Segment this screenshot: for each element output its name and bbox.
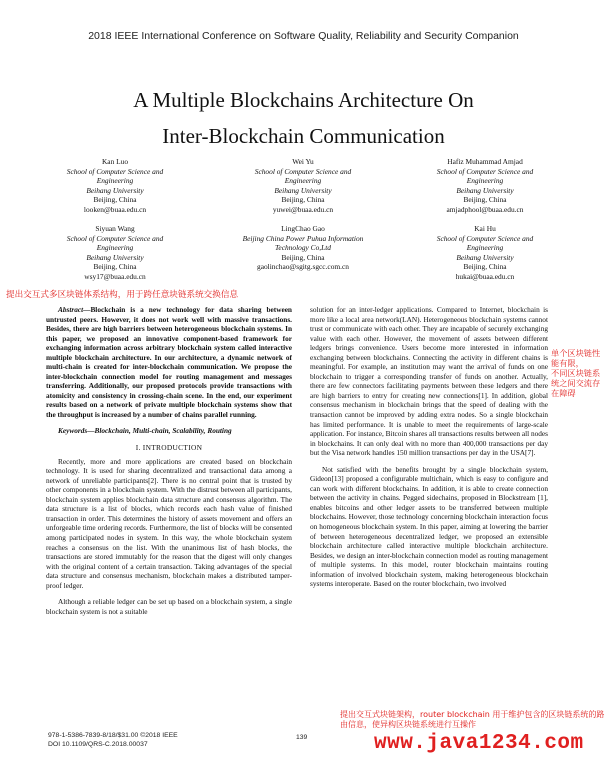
author-name: LingChao Gao bbox=[281, 224, 325, 233]
paper-title-line-1: A Multiple Blockchains Architecture On bbox=[133, 88, 474, 112]
right-column bbox=[310, 305, 548, 589]
author-name: Kai Hu bbox=[474, 224, 496, 233]
author-city: Beijing, China bbox=[463, 262, 507, 272]
footer-left bbox=[48, 732, 178, 749]
page-number: 139 bbox=[296, 734, 308, 741]
author-name: Wei Yu bbox=[292, 157, 314, 166]
body-paragraph: Although a reliable ledger can be set up based on a blockchain system, a single blockchain system is not a suitable bbox=[46, 597, 292, 616]
author-email: amjadphool@buaa.edu.cn bbox=[446, 204, 524, 214]
body-paragraph: Recently, more and more applications are created based on blockchain technology. It is used for sharing decentralized and transactional data among a network of unreliable participants[2]. There is no central point that is trusted by other components in a blockchain system. With the distrust between all participants, blockchain system applies blockchain data structure and consensus algorithm. The data structure is a list of blocks, which records each hash value of finished transaction in order. This determines the history of assets movement and offers an unforgeable time ordering records. Furthermore, the list of blocks will be consented among participated nodes in system. In this way, the whole blockchain system reaches a consensus on the list. With the unanimous list of hash blocks, the transactions are stored immutably for the reason that the digest will only changes with the original content of a certain transaction. Taking advantages of the special data structure and consensus mechanism, blockchain makes a distributed tamper-proof ledger. bbox=[46, 456, 292, 590]
author-city: Beijing, China bbox=[93, 262, 137, 272]
watermark: www.java1234.com bbox=[374, 732, 584, 755]
abstract-text: —Blockchain is a new technology for data sharing between untrusted peers. However, it does not work well with massive transactions. Besides, there are high barriers between heterogeneous blockchain systems. In this paper, we proposed an innovative component-based framework for exchanging information across arbitrary blockchain system called interactive multiple blockchain architecture. In our architecture, a dynamic network of multi-chain is created for inter-blockchain communication. We propose the inter-blockchain connection model for routing management and messages transferring. Additionally, our proposed protocols provide transactions with atomicity and consistency in crossing-chain scene. In the end, our experiment results based on a network of private multiple blockchain systems show that the throughput is increased by a number of chains parallel running. bbox=[46, 305, 292, 420]
author-email: yuwei@buaa.edu.cn bbox=[272, 204, 334, 214]
author-affiliation: Beihang University bbox=[86, 185, 144, 195]
author-affiliation: School of Computer Science and bbox=[66, 233, 164, 243]
author-name: Kan Luo bbox=[101, 157, 129, 166]
author-email: looken@buaa.edu.cn bbox=[83, 204, 147, 214]
author-affiliation: Engineering bbox=[284, 176, 322, 186]
author-block bbox=[410, 224, 560, 282]
author-affiliation: Engineering bbox=[466, 243, 504, 253]
author-email: gaolinchao@sgitg.sgcc.com.cn bbox=[257, 262, 349, 272]
footer-doi: DOI 10.1109/QRS-C.2018.00037 bbox=[48, 740, 148, 748]
author-affiliation: School of Computer Science and bbox=[66, 166, 164, 176]
section-heading: I. INTRODUCTION bbox=[135, 443, 203, 453]
paper-title-line-2: Inter-Blockchain Communication bbox=[162, 124, 445, 148]
author-block bbox=[40, 224, 190, 282]
author-affiliation: Beihang University bbox=[456, 252, 514, 262]
author-affiliation: Engineering bbox=[96, 176, 134, 186]
author-name: Hafiz Muhammad Amjad bbox=[447, 157, 523, 166]
author-name: Siyuan Wang bbox=[95, 224, 135, 233]
author-block bbox=[40, 157, 190, 215]
author-city: Beijing, China bbox=[281, 195, 325, 205]
abstract-lead: Abstract bbox=[58, 305, 84, 314]
left-column bbox=[46, 305, 292, 616]
footer-isbn: 978-1-5386-7839-8/18/$31.00 ©2018 IEEE bbox=[48, 732, 178, 739]
annotation-note-right-line: 不同区块链系统之间交流存在障碍 bbox=[551, 368, 601, 398]
author-affiliation: Beijing China Power Puhua Information bbox=[242, 233, 364, 243]
author-affiliation: School of Computer Science and bbox=[436, 166, 534, 176]
author-affiliation: School of Computer Science and bbox=[254, 166, 352, 176]
annotation-note-top: 提出交互式多区块链体系结构，用于跨任意块链系统交换信息 bbox=[6, 290, 239, 300]
author-affiliation: Beihang University bbox=[274, 185, 332, 195]
author-affiliation: Beihang University bbox=[456, 185, 514, 195]
author-affiliation: School of Computer Science and bbox=[436, 233, 534, 243]
author-affiliation: Engineering bbox=[466, 176, 504, 186]
author-email: hukai@buaa.edu.cn bbox=[455, 271, 515, 281]
abstract bbox=[46, 305, 292, 420]
author-city: Beijing, China bbox=[463, 195, 507, 205]
author-city: Beijing, China bbox=[281, 252, 325, 262]
author-email: wsy17@buaa.edu.cn bbox=[84, 271, 146, 281]
author-affiliation: Beihang University bbox=[86, 252, 144, 262]
annotation-note-right-line: 单个区块链性能有限， bbox=[551, 348, 601, 368]
author-affiliation: Engineering bbox=[96, 243, 134, 253]
author-city: Beijing, China bbox=[93, 195, 137, 205]
author-block bbox=[228, 157, 378, 215]
author-affiliation: Technology Co,Ltd bbox=[275, 243, 331, 253]
annotation-note-right bbox=[551, 348, 605, 398]
keywords: Keywords—Blockchain, Multi-chain, Scalability, Routing bbox=[58, 425, 232, 435]
annotation-note-bottom: 提出交互式块链架构，router blockchain 用于维护包含的区块链系统的路由信息，使异构区块链系统进行互操作 bbox=[340, 710, 605, 729]
author-block bbox=[220, 224, 386, 272]
author-block bbox=[410, 157, 560, 215]
body-paragraph: solution for an inter-ledger applications. Compared to Internet, blockchain is more like a local area network(LAN). Heterogeneous blockchain systems cannot trust or communicate with each other. They are incapable of securely exchanging value with each other. However, the movement of assets between different ledgers brings convenience. Users become more interested in information exchanging between blockchains. Connecting the activity in different chains is meaningful. For example, an institution may want the arrival of funds on one blockchain to trigger a corresponding transfer of funds on another. Actually, there are few connectors facilitating payments between these ledgers and there are high barriers to entry for creating new connections[1]. In addition, global consensus mechanism in blockchain brings that the speed of dealing with the transaction cannot be improved by adding extra nodes. So a single blockchain has limited performance. It is unable to meet the requirements of large-scale application. For instance, Bitcoin shares all transactions results between all nodes in blockchains. It can only deal with no more than 400,000 transactions per day but the Visa network handles 150 million transactions per day in the USA[7]. bbox=[310, 305, 548, 458]
conference-header: 2018 IEEE International Conference on Software Quality, Reliability and Security Companion bbox=[88, 30, 519, 42]
body-paragraph: Not satisfied with the benefits brought by a single blockchain system, Gideon[13] proposed a configurable multichain, which is easy to configure and can work with different blockchains. In addition, it is able to create connection between the activity in chains. Pegged sidechains, proposed in Blockstream [1], enables bitcoins and other ledger assets to be transferred between multiple blockchains. However, those technology concerning blockchain interaction focus on homogeneous blockchain system. In this paper, aiming at lowering the barrier of between heterogeneous decentralized ledger, we proposed an extensible blockchain architecture called interactive multiple blockchain architecture. Besides, we design an inter-blockchain connection model as routing management of multiple systems. In this model, router blockchain maintains routing information of involved blockchain system, making heterogeneous blockchain systems interoperate. Based on the router blockchain, two involved bbox=[310, 464, 548, 589]
